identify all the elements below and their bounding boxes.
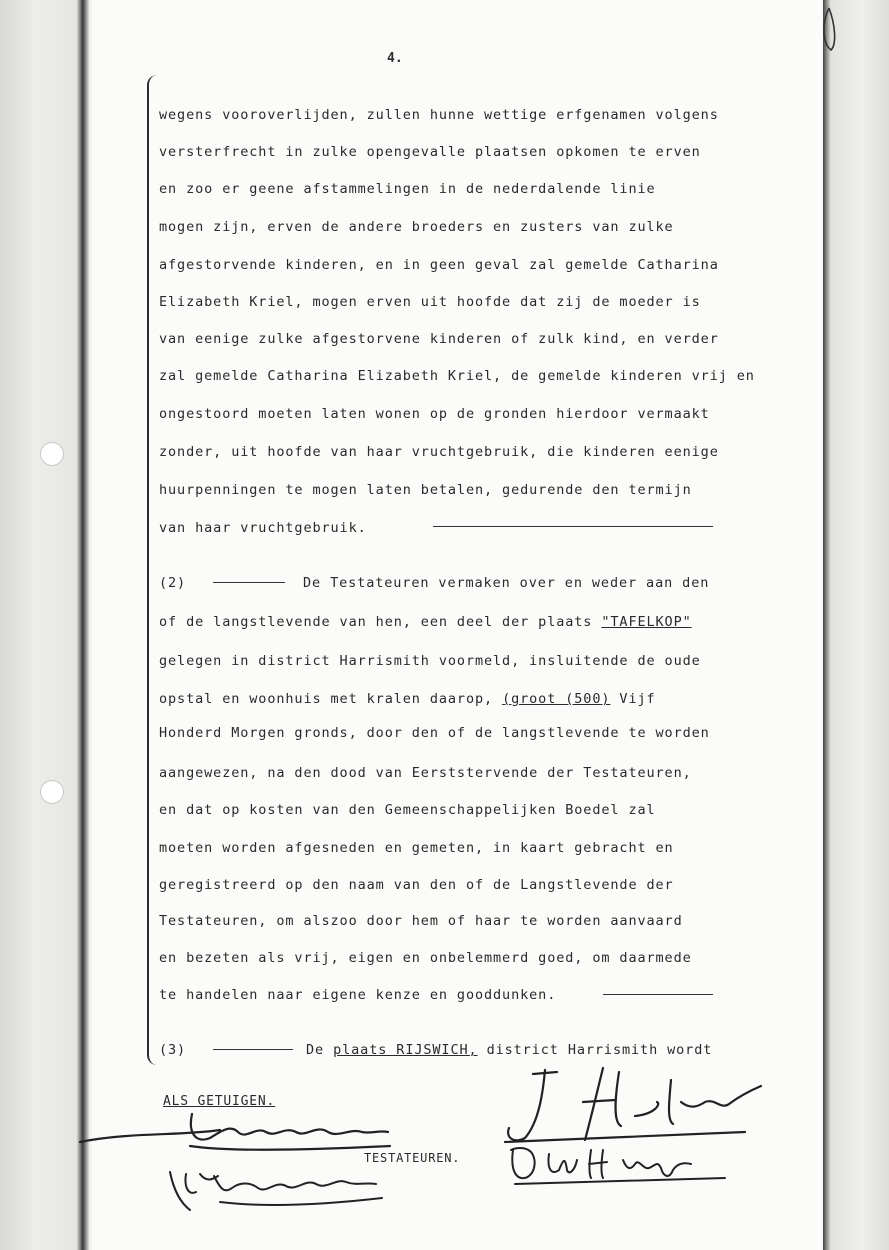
text-span: of de langstlevende van hen, een deel der plaats — [159, 614, 602, 630]
punch-hole-bottom — [40, 780, 64, 804]
text-line: en dat op kosten van den Gemeenschappelijken Boedel zal — [159, 802, 656, 818]
text-line: geregistreerd op den naam van den of de Langstlevende der — [159, 877, 674, 893]
text-line: gelegen in district Harrismith voormeld, insluitende de oude — [159, 653, 701, 669]
scan-right-edge — [823, 0, 889, 1250]
scan-left-edge — [0, 0, 90, 1250]
page-number: 4. — [387, 51, 403, 66]
text-line: aangewezen, na den dood van Eerststervende der Testateuren, — [159, 765, 692, 781]
size-text: (groot (500) — [502, 691, 611, 707]
paragraph-number: (3) — [159, 1042, 187, 1058]
paragraph-number: (2) — [159, 575, 187, 591]
text-line: zal gemelde Catharina Elizabeth Kriel, de gemelde kinderen vrij en — [159, 368, 755, 384]
text-line: te handelen naar eigene kenze en gooddunken. — [159, 987, 557, 1003]
testators-label: TESTATEUREN. — [364, 1151, 461, 1165]
text-line: versterfrecht in zulke opengevalle plaatsen opkomen te erven — [159, 144, 701, 160]
text-line — [306, 1041, 712, 1059]
text-span: Vijf — [610, 691, 656, 707]
fill-rule — [213, 582, 285, 583]
text-line: wegens vooroverlijden, zullen hunne wettige erfgenamen volgens — [159, 107, 719, 123]
text-line: Honderd Morgen gronds, door den of de langstlevende te worden — [159, 725, 710, 741]
text-line: moeten worden afgesneden en gemeten, in kaart gebracht en — [159, 840, 674, 856]
text-line: van haar vruchtgebruik. — [159, 520, 367, 536]
text-line — [159, 613, 692, 631]
text-line: en bezeten als vrij, eigen en onbelemmerd goed, om daarmede — [159, 950, 692, 966]
witnesses-label: ALS GETUIGEN. — [163, 1094, 276, 1109]
testator-signature-1 — [485, 1062, 785, 1152]
text-line: en zoo er geene afstammelingen in de nederdalende linie — [159, 181, 656, 197]
text-span: district Harrismith wordt — [477, 1042, 713, 1058]
fill-rule — [213, 1049, 293, 1050]
witness-signature-2 — [160, 1152, 390, 1222]
text-line: huurpenningen te mogen laten betalen, gedurende den termijn — [159, 482, 692, 498]
farm-name-rijswich: plaats RIJSWICH, — [333, 1042, 478, 1058]
text-line: ongestoord moeten laten wonen op de gronden hierdoor vermaakt — [159, 406, 710, 422]
text-line: Testateuren, om alszoo door hem of haar te worden aanvaard — [159, 913, 683, 929]
text-line: van eenige zulke afgestorvene kinderen of zulk kind, en verder — [159, 331, 719, 347]
fill-rule — [603, 994, 713, 995]
fill-rule — [433, 526, 713, 527]
text-span: opstal en woonhuis met kralen daarop, — [159, 691, 503, 707]
testator-signature-2 — [505, 1140, 735, 1190]
text-line: Elizabeth Kriel, mogen erven uit hoofde dat zij de moeder is — [159, 294, 701, 310]
text-line: afgestorvende kinderen, en in geen geval zal gemelde Catharina — [159, 257, 719, 273]
farm-name-tafelkop: "TAFELKOP" — [601, 614, 692, 630]
text-line: zonder, uit hoofde van haar vruchtgebruik, die kinderen eenige — [159, 444, 719, 460]
corner-ink-mark — [815, 4, 845, 54]
text-line: De Testateuren vermaken over en weder aan den — [303, 575, 710, 591]
punch-hole-top — [40, 442, 64, 466]
text-span: De — [306, 1042, 334, 1058]
text-line: mogen zijn, erven de andere broeders en zusters van zulke — [159, 219, 674, 235]
left-margin-bracket — [147, 75, 157, 1065]
text-line — [159, 690, 656, 708]
